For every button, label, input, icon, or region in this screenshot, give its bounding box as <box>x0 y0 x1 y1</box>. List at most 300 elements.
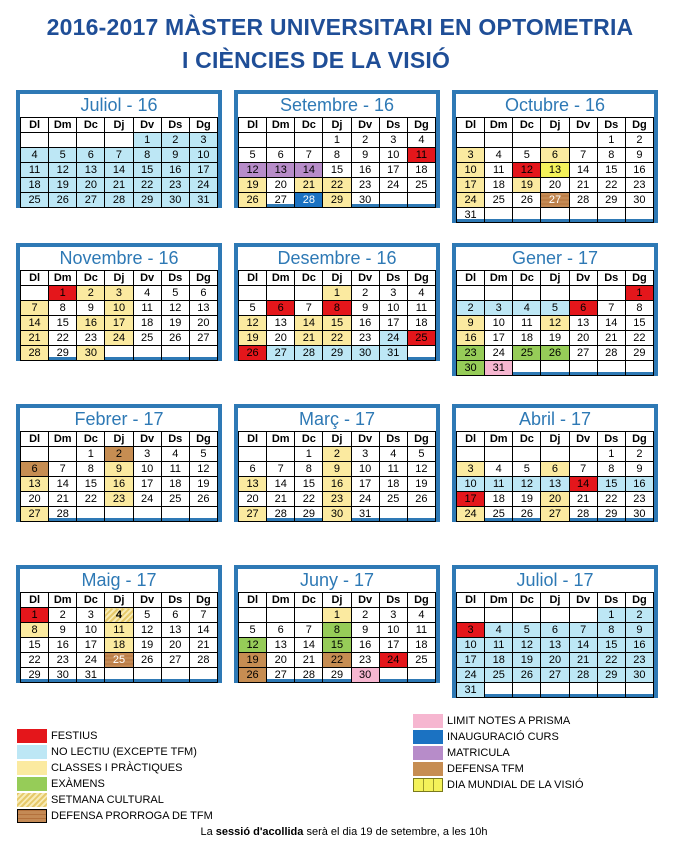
weekday-header: Dc <box>513 432 541 447</box>
day-cell: 2 <box>625 133 653 148</box>
week-row <box>239 653 436 668</box>
day-cell: 12 <box>407 462 435 477</box>
day-cell <box>77 133 105 148</box>
weekday-header: Dj <box>541 593 569 608</box>
day-cell: 24 <box>379 178 407 193</box>
day-cell: 15 <box>625 316 653 331</box>
weekday-header: Dg <box>189 118 217 133</box>
weekday-header: Dm <box>49 271 77 286</box>
day-cell: 11 <box>407 301 435 316</box>
week-row <box>21 133 218 148</box>
day-cell: 9 <box>625 623 653 638</box>
day-cell: 19 <box>407 477 435 492</box>
day-cell: 18 <box>485 178 513 193</box>
day-cell <box>541 683 569 698</box>
weekday-header-row <box>239 271 436 286</box>
legend-label: CLASSES I PRÀCTIQUES <box>51 762 183 774</box>
day-cell: 5 <box>161 286 189 301</box>
day-cell: 22 <box>21 653 49 668</box>
weekday-header: Dg <box>407 118 435 133</box>
day-cell <box>49 447 77 462</box>
day-cell: 28 <box>49 507 77 522</box>
day-cell: 7 <box>569 148 597 163</box>
day-cell: 9 <box>457 316 485 331</box>
weekday-header: Ds <box>161 271 189 286</box>
legend-swatch <box>17 809 47 823</box>
day-cell: 12 <box>239 638 267 653</box>
day-cell <box>569 208 597 223</box>
weekday-header-row <box>21 118 218 133</box>
day-cell <box>513 683 541 698</box>
weekday-header: Dm <box>267 271 295 286</box>
day-cell: 12 <box>189 462 217 477</box>
legend-label: DEFENSA TFM <box>447 763 524 775</box>
day-cell <box>569 683 597 698</box>
month-table <box>456 117 654 223</box>
day-cell: 30 <box>323 507 351 522</box>
weekday-header: Dj <box>105 593 133 608</box>
day-cell: 9 <box>161 148 189 163</box>
day-cell: 25 <box>407 653 435 668</box>
day-cell: 24 <box>189 178 217 193</box>
day-cell: 8 <box>133 148 161 163</box>
day-cell: 10 <box>457 163 485 178</box>
day-cell <box>513 361 541 376</box>
weekday-header: Dc <box>295 271 323 286</box>
day-cell: 18 <box>105 638 133 653</box>
weekday-header: Ds <box>379 593 407 608</box>
weekday-header: Dv <box>351 593 379 608</box>
week-row <box>21 163 218 178</box>
day-cell: 19 <box>513 653 541 668</box>
day-cell <box>105 346 133 361</box>
month-title: Juny - 17 <box>299 570 375 590</box>
month-title: Octubre - 16 <box>504 95 606 115</box>
day-cell: 8 <box>323 148 351 163</box>
day-cell: 15 <box>133 163 161 178</box>
day-cell: 24 <box>77 653 105 668</box>
weekday-header: Ds <box>597 271 625 286</box>
day-cell <box>513 608 541 623</box>
day-cell: 17 <box>457 492 485 507</box>
day-cell: 16 <box>105 477 133 492</box>
footer-date: 19 de setembre <box>360 826 437 838</box>
day-cell: 28 <box>295 346 323 361</box>
weekday-header: Dv <box>133 271 161 286</box>
day-cell: 2 <box>77 286 105 301</box>
day-cell: 27 <box>189 331 217 346</box>
day-cell: 30 <box>625 668 653 683</box>
day-cell: 15 <box>49 316 77 331</box>
weekday-header: Dv <box>133 432 161 447</box>
day-cell: 20 <box>267 653 295 668</box>
day-cell: 22 <box>597 178 625 193</box>
day-cell: 2 <box>105 447 133 462</box>
day-cell: 14 <box>21 316 49 331</box>
weekday-header: Ds <box>161 593 189 608</box>
month-title: Juliol - 17 <box>516 570 594 590</box>
day-cell <box>485 447 513 462</box>
weekday-header: Dj <box>105 271 133 286</box>
document-title-line1: 2016-2017 MÀSTER UNIVERSITARI EN OPTOMETRIA <box>46 14 634 40</box>
day-cell: 21 <box>49 492 77 507</box>
week-row <box>457 492 654 507</box>
day-cell: 3 <box>379 608 407 623</box>
day-cell: 17 <box>351 477 379 492</box>
day-cell: 20 <box>569 331 597 346</box>
legend-swatch <box>17 777 47 791</box>
day-cell <box>457 608 485 623</box>
weekday-header: Dc <box>295 593 323 608</box>
month-table <box>20 592 218 683</box>
day-cell <box>457 286 485 301</box>
day-cell <box>161 346 189 361</box>
week-row <box>457 668 654 683</box>
day-cell: 7 <box>189 608 217 623</box>
weekday-header: Dl <box>457 593 485 608</box>
day-cell: 27 <box>77 193 105 208</box>
legend-label: INAUGURACIÓ CURS <box>447 731 559 743</box>
week-row <box>21 316 218 331</box>
day-cell: 5 <box>239 301 267 316</box>
day-cell: 16 <box>161 163 189 178</box>
day-cell: 9 <box>351 301 379 316</box>
day-cell: 25 <box>161 492 189 507</box>
week-row <box>239 346 436 361</box>
day-cell: 10 <box>379 301 407 316</box>
day-cell: 9 <box>77 301 105 316</box>
day-cell: 6 <box>541 623 569 638</box>
weekday-header: Dg <box>407 593 435 608</box>
day-cell: 18 <box>485 653 513 668</box>
week-row <box>457 286 654 301</box>
day-cell: 21 <box>569 178 597 193</box>
month-table <box>238 592 436 683</box>
weekday-header: Ds <box>597 432 625 447</box>
weekday-header: Dv <box>133 593 161 608</box>
weekday-header: Dj <box>323 593 351 608</box>
day-cell: 24 <box>351 492 379 507</box>
day-cell: 31 <box>457 208 485 223</box>
day-cell: 8 <box>625 301 653 316</box>
day-cell <box>267 133 295 148</box>
day-cell: 13 <box>541 477 569 492</box>
day-cell: 15 <box>323 163 351 178</box>
day-cell: 24 <box>379 653 407 668</box>
day-cell: 26 <box>133 653 161 668</box>
day-cell: 2 <box>161 133 189 148</box>
weekday-header: Dm <box>267 432 295 447</box>
weekday-header: Dc <box>77 271 105 286</box>
day-cell: 10 <box>457 477 485 492</box>
day-cell: 27 <box>267 193 295 208</box>
day-cell: 18 <box>21 178 49 193</box>
week-row <box>457 346 654 361</box>
weekday-header: Dl <box>457 432 485 447</box>
weekday-header: Dv <box>569 271 597 286</box>
day-cell: 6 <box>77 148 105 163</box>
legend-label: MATRICULA <box>447 747 510 759</box>
day-cell <box>625 361 653 376</box>
day-cell <box>541 608 569 623</box>
month-title: Desembre - 16 <box>277 248 397 268</box>
day-cell: 20 <box>189 316 217 331</box>
day-cell: 30 <box>77 346 105 361</box>
legend-label: SETMANA CULTURAL <box>51 794 164 806</box>
weekday-header: Dv <box>569 432 597 447</box>
legend-swatch <box>413 730 443 744</box>
day-cell: 23 <box>77 331 105 346</box>
day-cell: 13 <box>239 477 267 492</box>
day-cell: 1 <box>21 608 49 623</box>
day-cell: 26 <box>239 193 267 208</box>
day-cell <box>569 608 597 623</box>
legend-label: FESTIUS <box>51 730 98 742</box>
day-cell: 21 <box>569 492 597 507</box>
day-cell <box>541 133 569 148</box>
month-table <box>20 431 218 522</box>
day-cell: 15 <box>21 638 49 653</box>
weekday-header: Dl <box>457 271 485 286</box>
day-cell: 15 <box>295 477 323 492</box>
weekday-header: Dv <box>569 118 597 133</box>
day-cell: 3 <box>379 286 407 301</box>
day-cell: 28 <box>21 346 49 361</box>
day-cell: 11 <box>133 301 161 316</box>
day-cell: 23 <box>457 346 485 361</box>
week-row <box>239 638 436 653</box>
day-cell: 5 <box>239 148 267 163</box>
weekday-header: Dm <box>485 432 513 447</box>
day-cell <box>161 507 189 522</box>
day-cell: 1 <box>597 133 625 148</box>
day-cell: 2 <box>351 133 379 148</box>
day-cell <box>239 133 267 148</box>
day-cell <box>267 286 295 301</box>
day-cell: 25 <box>105 653 133 668</box>
day-cell: 17 <box>189 163 217 178</box>
day-cell: 26 <box>541 346 569 361</box>
day-cell: 8 <box>21 623 49 638</box>
weekday-header: Dc <box>513 271 541 286</box>
day-cell <box>105 133 133 148</box>
day-cell <box>133 668 161 683</box>
day-cell <box>21 286 49 301</box>
weekday-header: Dg <box>625 432 653 447</box>
week-row <box>21 668 218 683</box>
day-cell: 7 <box>267 462 295 477</box>
day-cell: 9 <box>351 148 379 163</box>
day-cell: 8 <box>597 462 625 477</box>
day-cell: 25 <box>485 507 513 522</box>
day-cell: 27 <box>541 193 569 208</box>
day-cell: 16 <box>49 638 77 653</box>
day-cell: 6 <box>541 148 569 163</box>
day-cell <box>161 668 189 683</box>
day-cell: 1 <box>597 447 625 462</box>
weekday-header-row <box>457 271 654 286</box>
day-cell: 26 <box>239 668 267 683</box>
day-cell: 5 <box>407 447 435 462</box>
week-row <box>21 608 218 623</box>
month-title: Setembre - 16 <box>279 95 395 115</box>
day-cell: 16 <box>457 331 485 346</box>
day-cell: 13 <box>189 301 217 316</box>
week-row <box>239 608 436 623</box>
week-row <box>457 683 654 698</box>
weekday-header: Dj <box>541 271 569 286</box>
legend-swatch <box>413 714 443 728</box>
day-cell <box>189 507 217 522</box>
day-cell: 21 <box>569 653 597 668</box>
day-cell: 11 <box>485 163 513 178</box>
day-cell: 18 <box>161 477 189 492</box>
day-cell: 9 <box>625 148 653 163</box>
week-row <box>239 623 436 638</box>
day-cell: 1 <box>133 133 161 148</box>
day-cell: 9 <box>323 462 351 477</box>
day-cell: 19 <box>541 331 569 346</box>
day-cell: 5 <box>513 462 541 477</box>
week-row <box>457 507 654 522</box>
week-row <box>239 492 436 507</box>
week-row <box>239 133 436 148</box>
week-row <box>21 623 218 638</box>
day-cell <box>21 447 49 462</box>
footer-note <box>0 826 688 838</box>
day-cell: 4 <box>407 286 435 301</box>
weekday-header-row <box>457 593 654 608</box>
day-cell: 14 <box>569 477 597 492</box>
weekday-header: Ds <box>161 118 189 133</box>
day-cell: 10 <box>133 462 161 477</box>
day-cell: 6 <box>569 301 597 316</box>
day-cell: 14 <box>295 163 323 178</box>
day-cell: 2 <box>625 447 653 462</box>
weekday-header: Dl <box>21 271 49 286</box>
day-cell: 26 <box>513 507 541 522</box>
month-calendar <box>234 565 440 683</box>
weekday-header: Dc <box>77 432 105 447</box>
day-cell: 24 <box>133 492 161 507</box>
day-cell: 5 <box>239 623 267 638</box>
weekday-header: Dj <box>541 118 569 133</box>
day-cell: 21 <box>295 653 323 668</box>
legend-swatch <box>17 761 47 775</box>
day-cell <box>407 193 435 208</box>
day-cell: 30 <box>161 193 189 208</box>
weekday-header: Dv <box>351 432 379 447</box>
day-cell: 15 <box>597 163 625 178</box>
day-cell: 13 <box>267 316 295 331</box>
day-cell <box>379 193 407 208</box>
week-row <box>21 301 218 316</box>
day-cell: 13 <box>569 316 597 331</box>
day-cell: 30 <box>457 361 485 376</box>
day-cell: 19 <box>239 331 267 346</box>
weekday-header-row <box>21 271 218 286</box>
day-cell: 3 <box>351 447 379 462</box>
day-cell <box>569 361 597 376</box>
day-cell: 23 <box>625 178 653 193</box>
month-table <box>238 270 436 361</box>
day-cell: 5 <box>541 301 569 316</box>
week-row <box>457 623 654 638</box>
day-cell: 14 <box>597 316 625 331</box>
week-row <box>21 477 218 492</box>
day-cell <box>457 133 485 148</box>
week-row <box>457 608 654 623</box>
day-cell: 30 <box>625 193 653 208</box>
day-cell: 30 <box>351 193 379 208</box>
day-cell: 18 <box>133 316 161 331</box>
week-row <box>239 507 436 522</box>
weekday-header: Ds <box>161 432 189 447</box>
weekday-header: Dl <box>457 118 485 133</box>
day-cell: 11 <box>407 148 435 163</box>
day-cell: 26 <box>49 193 77 208</box>
weekday-header: Dm <box>49 432 77 447</box>
week-row <box>457 163 654 178</box>
week-row <box>457 148 654 163</box>
day-cell: 11 <box>485 638 513 653</box>
day-cell: 1 <box>323 608 351 623</box>
day-cell <box>239 286 267 301</box>
week-row <box>21 148 218 163</box>
month-title: Febrer - 17 <box>74 409 164 429</box>
day-cell: 26 <box>513 668 541 683</box>
week-row <box>239 462 436 477</box>
day-cell: 12 <box>161 301 189 316</box>
weekday-header: Dm <box>267 593 295 608</box>
day-cell: 12 <box>513 638 541 653</box>
week-row <box>457 208 654 223</box>
day-cell: 24 <box>379 331 407 346</box>
legend-label: DEFENSA PRORROGA DE TFM <box>51 810 213 822</box>
day-cell: 21 <box>189 638 217 653</box>
day-cell <box>105 668 133 683</box>
day-cell: 8 <box>597 623 625 638</box>
day-cell: 5 <box>513 148 541 163</box>
footer-bold-session: sessió d'acollida <box>215 826 304 838</box>
day-cell: 4 <box>161 447 189 462</box>
day-cell: 31 <box>457 683 485 698</box>
day-cell: 19 <box>161 316 189 331</box>
day-cell: 4 <box>379 447 407 462</box>
day-cell: 1 <box>597 608 625 623</box>
day-cell: 22 <box>49 331 77 346</box>
day-cell: 23 <box>161 178 189 193</box>
weekday-header: Ds <box>597 593 625 608</box>
day-cell: 19 <box>49 178 77 193</box>
day-cell: 19 <box>239 653 267 668</box>
day-cell: 6 <box>267 301 295 316</box>
day-cell: 18 <box>407 638 435 653</box>
day-cell: 29 <box>597 507 625 522</box>
day-cell: 21 <box>105 178 133 193</box>
day-cell: 1 <box>323 286 351 301</box>
day-cell: 7 <box>597 301 625 316</box>
day-cell: 22 <box>625 331 653 346</box>
week-row <box>457 301 654 316</box>
legend-label: NO LECTIU (EXCEPTE TFM) <box>51 746 197 758</box>
day-cell: 28 <box>295 193 323 208</box>
month-table <box>456 270 654 376</box>
legend-swatch <box>17 745 47 759</box>
weekday-header: Dc <box>513 118 541 133</box>
day-cell: 26 <box>513 193 541 208</box>
day-cell: 14 <box>49 477 77 492</box>
